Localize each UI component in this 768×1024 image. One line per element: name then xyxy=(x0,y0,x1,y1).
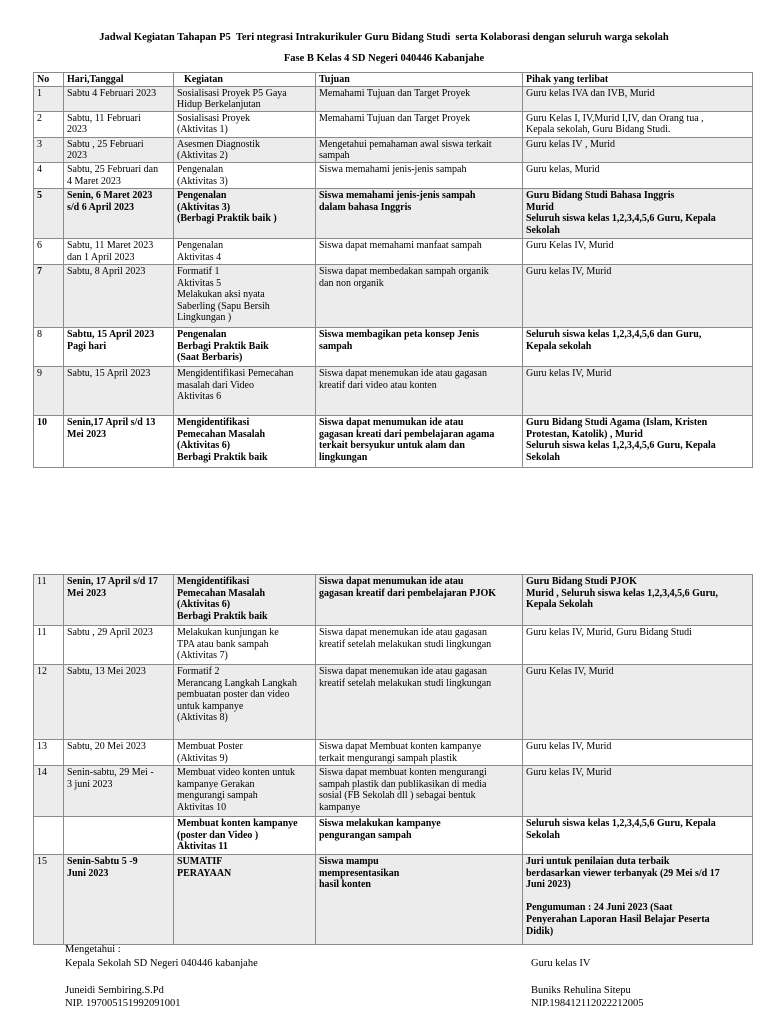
cell-pihak: Guru Kelas I, IV,Murid I,IV, dan Orang tua , Kepala sekolah, Guru Bidang Studi. xyxy=(523,111,753,137)
cell-kegiatan: Mengidentifikasi Pemecahan Masalah (Aktivitas 6) Berbagi Praktik baik xyxy=(174,415,316,467)
table-row xyxy=(34,264,753,327)
cell-hari: Senin, 17 April s/d 17 Mei 2023 xyxy=(64,575,174,626)
cell-pihak: Guru kelas IV , Murid xyxy=(523,137,753,162)
cell-kegiatan: Formatif 1 Aktivitas 5 Melakukan aksi nyata Saberling (Sapu Bersih Lingkungan ) xyxy=(174,264,316,327)
cell-tujuan: Siswa dapat menemukan ide atau gagasan kreatif setelah melakukan studi lingkungan xyxy=(316,626,523,665)
cell-pihak: Guru Bidang Studi PJOK Murid , Seluruh siswa kelas 1,2,3,4,5,6 Guru, Kepala Sekolah xyxy=(523,575,753,626)
cell-pihak: Juri untuk penilaian duta terbaik berdasarkan viewer terbanyak (29 Mei s/d 17 Juni 2023) Pengumuman : 24 Juni 2023 (Saat Penyerahan Laporan Hasil Belajar Peserta Didik) xyxy=(523,855,753,945)
cell-tujuan: Siswa dapat menumukan ide atau gagasan kreatif dari pembelajaran PJOK xyxy=(316,575,523,626)
footer-mengetahui: Mengetahui : xyxy=(65,944,121,955)
cell-hari: Senin-sabtu, 29 Mei - 3 juni 2023 xyxy=(64,766,174,817)
cell-tujuan: Memahami Tujuan dan Target Proyek xyxy=(316,86,523,111)
table-row xyxy=(34,740,753,766)
cell-kegiatan: Pengenalan Aktivitas 4 xyxy=(174,238,316,264)
cell-pihak: Guru kelas IV, Murid xyxy=(523,766,753,817)
cell-no: 8 xyxy=(34,327,64,366)
footer-kepala-title: Kepala Sekolah SD Negeri 040446 kabanjahe xyxy=(65,958,258,969)
document-title: Jadwal Kegiatan Tahapan P5 Teri ntegrasi Intrakurikuler Guru Bidang Studi serta Kolaborasi dengan seluruh warga sekolah xyxy=(99,32,669,43)
cell-kegiatan: Membuat konten kampanye (poster dan Video ) Aktivitas 11 xyxy=(174,817,316,855)
table-row xyxy=(34,575,753,626)
cell-tujuan: Siswa dapat membuat konten mengurangi sampah plastik dan publikasikan di media sosial (FB Sekolah dll ) sebagai bentuk kampanye xyxy=(316,766,523,817)
cell-pihak: Guru Bidang Studi Bahasa Inggris Murid Seluruh siswa kelas 1,2,3,4,5,6 Guru, Kepala Sekolah xyxy=(523,188,753,238)
footer-kepala-nip: NIP. 197005151992091001 xyxy=(65,998,181,1009)
cell-hari: Senin-Sabtu 5 -9 Juni 2023 xyxy=(64,855,174,945)
cell-no: 2 xyxy=(34,111,64,137)
cell-no: 14 xyxy=(34,766,64,817)
cell-pihak: Guru kelas IV, Murid, Guru Bidang Studi xyxy=(523,626,753,665)
cell-hari: Senin,17 April s/d 13 Mei 2023 xyxy=(64,415,174,467)
cell-hari: Sabtu, 11 Februari 2023 xyxy=(64,111,174,137)
cell-tujuan: Siswa dapat menemukan ide atau gagasan kreatif dari video atau konten xyxy=(316,366,523,415)
cell-pihak: Guru kelas IV, Murid xyxy=(523,366,753,415)
footer-kepala-name: Juneidi Sembiring.S.Pd xyxy=(65,985,164,996)
cell-tujuan: Siswa dapat membedakan sampah organik dan non organik xyxy=(316,264,523,327)
header-kegiatan: Kegiatan xyxy=(174,73,316,87)
cell-no: 3 xyxy=(34,137,64,162)
schedule-table-part-2 xyxy=(33,574,753,945)
footer-guru-name: Buniks Rehulina Sitepu xyxy=(531,985,631,996)
cell-tujuan: Siswa dapat menumukan ide atau gagasan kreati dari pembelajaran agama terkait bersyukur untuk alam dan lingkungan xyxy=(316,415,523,467)
cell-kegiatan: Asesmen Diagnostik (Aktivitas 2) xyxy=(174,137,316,162)
cell-hari: Sabtu, 11 Maret 2023 dan 1 April 2023 xyxy=(64,238,174,264)
cell-hari: Sabtu, 25 Februari dan 4 Maret 2023 xyxy=(64,162,174,188)
cell-no: 6 xyxy=(34,238,64,264)
header-tujuan: Tujuan xyxy=(316,73,523,87)
header-pihak: Pihak yang terlibat xyxy=(523,73,753,87)
cell-tujuan: Mengetahui pemahaman awal siswa terkait sampah xyxy=(316,137,523,162)
cell-pihak: Guru Bidang Studi Agama (Islam, Kristen Protestan, Katolik) , Murid Seluruh siswa kelas 1,2,3,4,5,6 Guru, Kepala Sekolah xyxy=(523,415,753,467)
cell-hari: Sabtu, 20 Mei 2023 xyxy=(64,740,174,766)
cell-kegiatan: Pengenalan (Aktivitas 3) (Berbagi Praktik baik ) xyxy=(174,188,316,238)
table-row xyxy=(34,626,753,665)
cell-hari: Sabtu, 8 April 2023 xyxy=(64,264,174,327)
cell-pihak: Guru Kelas IV, Murid xyxy=(523,238,753,264)
table-row xyxy=(34,665,753,740)
cell-kegiatan: Melakukan kunjungan ke TPA atau bank sampah (Aktivitas 7) xyxy=(174,626,316,665)
cell-tujuan: Memahami Tujuan dan Target Proyek xyxy=(316,111,523,137)
cell-kegiatan: Formatif 2 Merancang Langkah Langkah pembuatan poster dan video untuk kampanye (Aktivitas 8) xyxy=(174,665,316,740)
table-row xyxy=(34,415,753,467)
cell-kegiatan: Mengidentifikasi Pemecahan Masalah (Aktivitas 6) Berbagi Praktik baik xyxy=(174,575,316,626)
cell-kegiatan: Mengidentifikasi Pemecahan masalah dari Video Aktivitas 6 xyxy=(174,366,316,415)
table-row xyxy=(34,137,753,162)
cell-no: 9 xyxy=(34,366,64,415)
cell-pihak: Guru kelas IV, Murid xyxy=(523,264,753,327)
cell-kegiatan: Sosialisasi Proyek P5 Gaya Hidup Berkelanjutan xyxy=(174,86,316,111)
cell-hari xyxy=(64,817,174,855)
cell-no: 1 xyxy=(34,86,64,111)
cell-tujuan: Siswa dapat memahami manfaat sampah xyxy=(316,238,523,264)
table-row xyxy=(34,327,753,366)
cell-hari: Sabtu , 25 Februari 2023 xyxy=(64,137,174,162)
cell-no: 7 xyxy=(34,264,64,327)
table-row xyxy=(34,86,753,111)
cell-tujuan: Siswa memahami jenis-jenis sampah dalam bahasa Inggris xyxy=(316,188,523,238)
cell-hari: Senin, 6 Maret 2023 s/d 6 April 2023 xyxy=(64,188,174,238)
cell-no xyxy=(34,817,64,855)
header-no: No xyxy=(34,73,64,87)
cell-kegiatan: Membuat Poster (Aktivitas 9) xyxy=(174,740,316,766)
table-row xyxy=(34,855,753,945)
table-row xyxy=(34,162,753,188)
cell-pihak: Guru kelas IV, Murid xyxy=(523,740,753,766)
cell-no: 10 xyxy=(34,415,64,467)
cell-tujuan: Siswa dapat menemukan ide atau gagasan kreatif setelah melakukan studi lingkungan xyxy=(316,665,523,740)
table-row xyxy=(34,188,753,238)
cell-hari: Sabtu , 29 April 2023 xyxy=(64,626,174,665)
cell-kegiatan: Sosialisasi Proyek (Aktivitas 1) xyxy=(174,111,316,137)
cell-no: 11 xyxy=(34,575,64,626)
cell-pihak: Guru kelas IVA dan IVB, Murid xyxy=(523,86,753,111)
table-row xyxy=(34,766,753,817)
cell-kegiatan: Membuat video konten untuk kampanye Gerakan mengurangi sampah Aktivitas 10 xyxy=(174,766,316,817)
header-hari-tanggal: Hari,Tanggal xyxy=(64,73,174,87)
cell-hari: Sabtu, 13 Mei 2023 xyxy=(64,665,174,740)
cell-hari: Sabtu 4 Februari 2023 xyxy=(64,86,174,111)
cell-hari: Sabtu, 15 April 2023 xyxy=(64,366,174,415)
cell-kegiatan: SUMATIF PERAYAAN xyxy=(174,855,316,945)
table-row xyxy=(34,366,753,415)
cell-tujuan: Siswa dapat Membuat konten kampanye terkait mengurangi sampah plastik xyxy=(316,740,523,766)
cell-pihak: Guru Kelas IV, Murid xyxy=(523,665,753,740)
footer-guru-title: Guru kelas IV xyxy=(531,958,591,969)
cell-pihak: Seluruh siswa kelas 1,2,3,4,5,6 Guru, Kepala Sekolah xyxy=(523,817,753,855)
cell-tujuan: Siswa mampu mempresentasikan hasil konten xyxy=(316,855,523,945)
schedule-table-part-1 xyxy=(33,72,753,468)
cell-no: 15 xyxy=(34,855,64,945)
cell-tujuan: Siswa melakukan kampanye pengurangan sampah xyxy=(316,817,523,855)
cell-pihak: Seluruh siswa kelas 1,2,3,4,5,6 dan Guru, Kepala sekolah xyxy=(523,327,753,366)
cell-kegiatan: Pengenalan (Aktivitas 3) xyxy=(174,162,316,188)
cell-tujuan: Siswa memahami jenis-jenis sampah xyxy=(316,162,523,188)
cell-hari: Sabtu, 15 April 2023 Pagi hari xyxy=(64,327,174,366)
table-header-row xyxy=(34,73,753,87)
cell-no: 11 xyxy=(34,626,64,665)
cell-no: 4 xyxy=(34,162,64,188)
cell-pihak: Guru kelas, Murid xyxy=(523,162,753,188)
footer-guru-nip: NIP.198412112022212005 xyxy=(531,998,644,1009)
table-row xyxy=(34,238,753,264)
cell-tujuan: Siswa membagikan peta konsep Jenis sampah xyxy=(316,327,523,366)
table-row xyxy=(34,111,753,137)
table-row xyxy=(34,817,753,855)
cell-no: 13 xyxy=(34,740,64,766)
cell-no: 12 xyxy=(34,665,64,740)
cell-kegiatan: Pengenalan Berbagi Praktik Baik (Saat Berbaris) xyxy=(174,327,316,366)
document-subtitle: Fase B Kelas 4 SD Negeri 040446 Kabanjahe xyxy=(283,53,485,64)
cell-no: 5 xyxy=(34,188,64,238)
